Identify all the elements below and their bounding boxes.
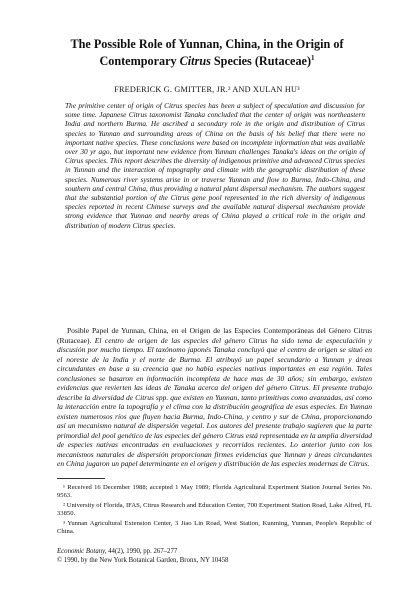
- spanish-title: Posible Papel de Yunnan, China, en el Origen de las Especies Contemporáneas del Género Citrus (Rutaceae).: [57, 326, 372, 345]
- spanish-abstract: [57, 326, 372, 469]
- journal-issue: 44(2), 1990, pp. 267–277: [108, 548, 178, 555]
- footnotes: [57, 484, 372, 537]
- footnote-affiliation-2: ³ Yunnan Agricultural Extension Center, 3 Jiao Lin Road, West Station, Kunming, Yunnan, People's Republic of China.: [57, 519, 372, 536]
- title-prefix: Contemporary: [99, 54, 177, 69]
- article-title: [40, 37, 374, 68]
- title-footnote-marker: 1: [311, 54, 315, 62]
- footnote-divider: [57, 478, 105, 479]
- journal-name: Economic Botany,: [57, 548, 107, 555]
- title-line-2: [40, 51, 374, 68]
- copyright-notice: © 1990, by the New York Botanical Garden, Bronx, NY 10458: [57, 557, 229, 564]
- spanish-body: El centro de origen de las especies del género Citrus ha sido tema de especulación y discusión por mucho tiempo. El taxónomo japonés Tanaka concluyó que el centro de origen se situó en el noreste de la India y el norte de Burma. El atribuyó un papel secundario a Yunnan y áreas circundantes en base a su creencia que no había especies nativas importantes en esa región. Tales conclusiones se basaron en información incompleta de hace mas de 30 años; sin embargo, existen evidencias que revierten las ideas de Tanaka acerca del origen del género Citrus. El presente trabajo describe la diversidad de Citrus spp. que existen en Yunnan, tanto primitivas como avanzadas, así como la interacción entre la topografía y el clima con la distribución geográfica de esas especies. En Yunnan existen numerosos ríos que fluyen hacia Burma, Indo-China, y centro y sur de China, proporcionando así un mecanismo natural de dispersión vegetal. Los autores del presente trabajo sugieren que la parte primordial del pool genético de las especies del género Citrus está representada en la amplia diversidad de especies nativas encontradas en evaluaciones y recorridos recientes. Lo anterior junto con los mecanismos naturales de dispersión proporcionan firmes evidencias que Yunnan y áreas circundantes en China jugaron un papel determinante en el origen y distribución de las especies modernas de Citrus.: [57, 335, 372, 468]
- footnote-affiliation-1: ² University of Florida, IFAS, Citrus Research and Education Center, 700 Experiment Station Road, Lake Alfred, FL 33850.: [57, 501, 372, 518]
- footnote-received: ¹ Received 16 December 1988; accepted 1 May 1989; Florida Agricultural Experiment Station Journal Series No. 9563.: [57, 484, 372, 500]
- title-line-1: The Possible Role of Yunnan, China, in the Origin of: [70, 37, 344, 51]
- abstract-paragraph: The primitive center of origin of Citrus species has been a subject of speculation and discussion for some time. Japanese Citrus taxonomist Tanaka concluded that the center of origin was northeastern India and northern Burma. He ascribed a secondary role in the origin and distribution of Citrus species to Yunnan and surrounding areas of China on the basis of his belief that there were no important native species. These conclusions were based on incomplete information that was available over 30 yr ago, but important new evidence from Yunnan challenges Tanaka's ideas on the origin of Citrus species. This report describes the diversity of indigenous primitive and advanced Citrus species in Yunnan and the interaction of topography and climate with the geographic distribution of these species. Numerous river systems arise in or traverse Yunnan and flow to Burma, Indo-China, and southern and central China, thus providing a natural plant dispersal mechanism. The authors suggest that the substantial portion of the Citrus gene pool represented in the rich diversity of indigenous species reported in recent Chinese surveys and the available natural dispersal mechanism provide strong evidence that Yunnan and nearby areas of China played a critical role in the origin and distribution of modern Citrus species.: [65, 101, 365, 230]
- author-line: FREDERICK G. GMITTER, JR.² AND XULAN HU³: [114, 85, 300, 94]
- journal-citation: [57, 548, 177, 557]
- title-genus: Citrus: [179, 54, 211, 69]
- title-suffix: Species (Rutaceae): [213, 54, 312, 69]
